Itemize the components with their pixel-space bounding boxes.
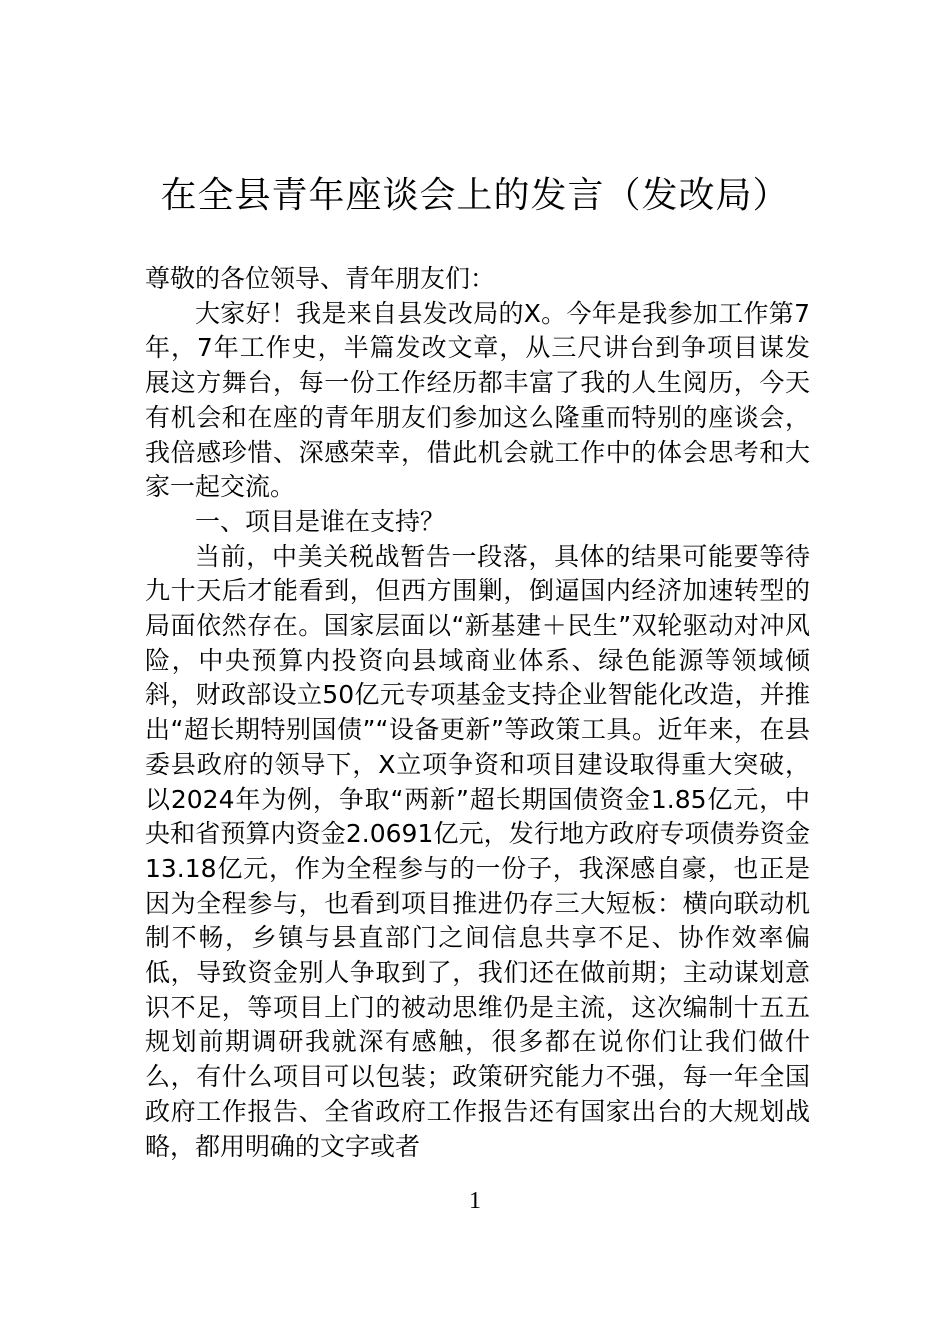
document-title: 在全县青年座谈会上的发言（发改局） bbox=[160, 175, 790, 216]
paragraph-greeting: 大家好！我是来自县发改局的X。今年是我参加工作第7年，7年工作史，半篇发改文章，从三尺讲台到争项目谋发展这方舞台，每一份工作经历都丰富了我的人生阅历，今天有机会和在座的青年朋友们参加这么隆重而特别的座谈会，我倍感珍惜、深感荣幸，借此机会就工作中的体会思考和大家一起交流。 bbox=[145, 298, 810, 502]
salutation: 尊敬的各位领导、青年朋友们： bbox=[145, 264, 496, 293]
page-number: 1 bbox=[469, 1188, 481, 1214]
document-body bbox=[145, 262, 810, 1164]
section-heading-1: 一、项目是谁在支持？ bbox=[195, 506, 446, 536]
paragraph-section-1: 当前，中美关税战暂告一段落，具体的结果可能要等待九十天后才能看到，但西方围剿，倒逼国内经济加速转型的局面依然存在。国家层面以“新基建＋民生”双轮驱动对冲风险，中央预算内投资向县域商业体系、绿色能源等领域倾斜，财政部设立50亿元专项基金支持企业智能化改造，并推出“超长期特别国债”“设备更新”等政策工具。近年来，在县委县政府的领导下，X立项争资和项目建设取得重大突破，以2024年为例，争取“两新”超长期国债资金1.85亿元，中央和省预算内资金2.0691亿元，发行地方政府专项债券资金13.18亿元，作为全程参与的一份子，我深感自豪，也正是因为全程参与，也看到项目推进仍存三大短板：横向联动机制不畅，乡镇与县直部门之间信息共享不足、协作效率偏低，导致资金别人争取到了，我们还在做前期；主动谋划意识不足，等项目上门的被动思维仍是主流，这次编制十五五规划前期调研我就深有感触，很多都在说你们让我们做什么，有什么项目可以包装；政策研究能力不强，每一年全国政府工作报告、全省政府工作报告还有国家出台的大规划战略，都用明确的文字或者 bbox=[145, 541, 810, 1161]
